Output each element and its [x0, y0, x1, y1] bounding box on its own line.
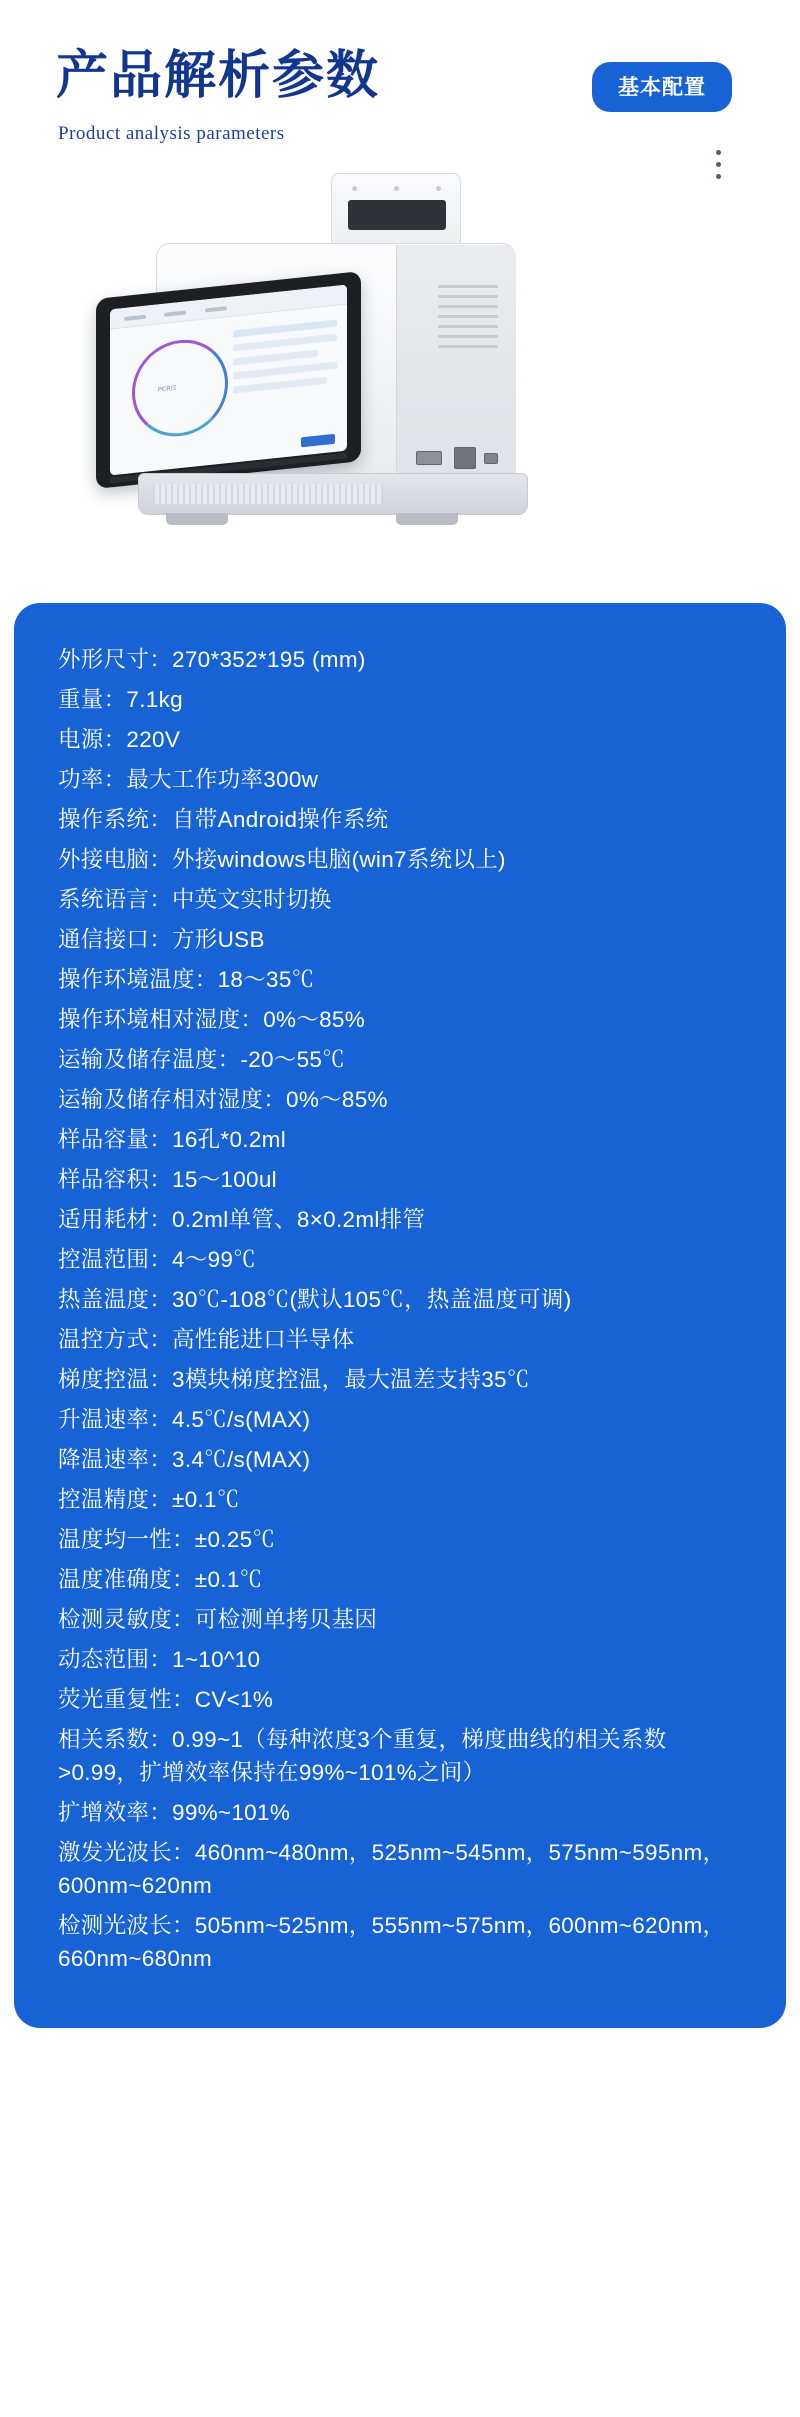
- list-item: 温度准确度：±0.1℃: [58, 1567, 263, 1593]
- dot: [716, 150, 721, 155]
- data-row: [233, 350, 318, 366]
- page-header: [0, 0, 800, 145]
- specification-panel: [14, 603, 786, 2028]
- touchscreen[interactable]: [96, 271, 361, 489]
- vent-line: [438, 345, 498, 348]
- screen-content: [110, 285, 347, 476]
- list-item: 操作系统：自带Android操作系统: [58, 807, 389, 833]
- list-item: 荧光重复性：CV<1%: [58, 1687, 274, 1713]
- list-item: 动态范围：1~10^10: [58, 1647, 261, 1673]
- screw-dot: [352, 186, 357, 191]
- vent-line: [438, 285, 498, 288]
- list-item: 温控方式：高性能进口半导体: [58, 1327, 355, 1353]
- toolbar-item: [124, 315, 146, 321]
- list-item: 梯度控温：3模块梯度控温，最大温差支持35℃: [58, 1367, 530, 1393]
- pcr-instrument-illustration: [96, 173, 716, 573]
- usb-port-icon: [416, 451, 442, 465]
- data-row: [233, 334, 337, 352]
- list-item: 样品容积：15～100ul: [58, 1167, 277, 1193]
- list-item: 升温速率：4.5℃/s(MAX): [58, 1407, 311, 1433]
- data-row: [233, 377, 327, 394]
- list-item: 重量：7.1kg: [58, 687, 183, 713]
- list-item: 运输及储存相对湿度：0%～85%: [58, 1087, 388, 1113]
- list-item: 功率：最大工作功率300w: [58, 767, 319, 793]
- list-item: 操作环境相对湿度：0%～85%: [58, 1007, 366, 1033]
- list-item: 激发光波长：460nm~480nm，525nm~545nm，575nm~595nm，600nm~620nm: [58, 1840, 726, 1899]
- vent-line: [438, 295, 498, 298]
- toolbar-item: [164, 311, 186, 317]
- list-item: 外形尺寸：270*352*195 (mm): [58, 647, 366, 673]
- list-item: 相关系数：0.99~1（每种浓度3个重复，梯度曲线的相关系数>0.99，扩增效率保持在99%~101%之间）: [58, 1727, 667, 1786]
- list-item: 控温范围：4～99℃: [58, 1247, 257, 1273]
- vent-line: [438, 305, 498, 308]
- status-badge[interactable]: 基本配置: [592, 62, 732, 112]
- list-item: 热盖温度：30℃-108℃(默认105℃，热盖温度可调): [58, 1287, 572, 1313]
- list-item: 运输及储存温度：-20～55℃: [58, 1047, 346, 1073]
- screen-run-button[interactable]: [301, 434, 335, 448]
- vent-line: [438, 325, 498, 328]
- list-item: 扩增效率：99%~101%: [58, 1800, 291, 1826]
- list-item: 控温精度：±0.1℃: [58, 1487, 240, 1513]
- top-display: [348, 200, 446, 230]
- list-item: 外接电脑：外接windows电脑(win7系统以上): [58, 847, 506, 873]
- list-item: 通信接口：方形USB: [58, 927, 265, 953]
- screw-dot: [436, 186, 441, 191]
- list-item: 检测光波长：505nm~525nm，555nm~575nm，600nm~620nm，660nm~680nm: [58, 1913, 726, 1972]
- list-item: 降温速率：3.4℃/s(MAX): [58, 1447, 311, 1473]
- screw-dot: [394, 186, 399, 191]
- specification-list: [58, 643, 742, 1975]
- page-bottom-spacer: [0, 2028, 800, 2048]
- instrument-base: [138, 473, 528, 515]
- list-item: 温度均一性：±0.25℃: [58, 1527, 276, 1553]
- page-subtitle: Product analysis parameters: [58, 123, 285, 145]
- instrument-foot: [396, 513, 458, 525]
- page-title: 产品解析参数: [56, 47, 381, 105]
- list-item: 系统语言：中英文实时切换: [58, 887, 332, 913]
- base-vent-strip: [153, 484, 383, 504]
- vent-line: [438, 315, 498, 318]
- square-usb-port-icon: [454, 447, 476, 469]
- instrument-foot: [166, 513, 228, 525]
- top-module: [331, 173, 461, 248]
- list-item: 样品容量：16孔*0.2ml: [58, 1127, 287, 1153]
- list-item: 检测灵敏度：可检测单拷贝基因: [58, 1607, 378, 1633]
- screen-data-rows: [233, 320, 337, 401]
- screen-chart-label: PCR仪: [158, 385, 177, 394]
- amplification-curve-ring: [132, 335, 228, 441]
- power-port-icon: [484, 453, 498, 464]
- toolbar-item: [205, 306, 227, 312]
- list-item: 电源：220V: [58, 727, 181, 753]
- list-item: 适用耗材：0.2ml单管、8×0.2ml排管: [58, 1207, 426, 1233]
- list-item: 操作环境温度：18～35℃: [58, 967, 315, 993]
- vent-line: [438, 335, 498, 338]
- product-photo: [0, 163, 800, 583]
- port-group: [414, 443, 506, 473]
